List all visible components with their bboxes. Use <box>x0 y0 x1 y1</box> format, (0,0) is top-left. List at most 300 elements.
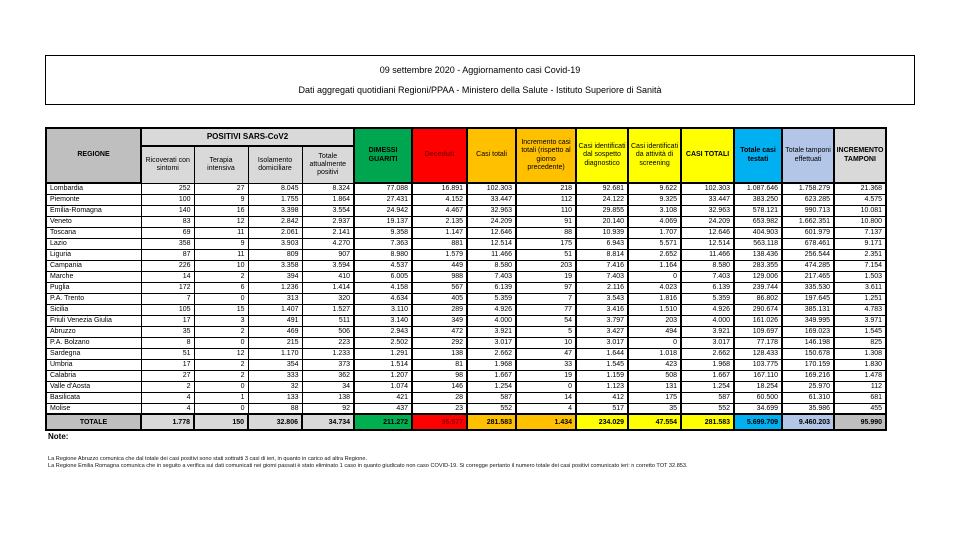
value-cell: 1.758.279 <box>782 183 834 194</box>
value-cell: 4 <box>141 392 194 403</box>
value-cell: 2 <box>194 271 248 282</box>
title-box <box>45 55 915 105</box>
value-cell: 9.460.203 <box>782 414 834 430</box>
table-row <box>46 227 886 238</box>
value-cell: 234.029 <box>576 414 628 430</box>
value-cell: 98 <box>412 370 467 381</box>
value-cell: 283.355 <box>734 260 782 271</box>
table-row <box>46 238 886 249</box>
value-cell: 3.971 <box>834 315 886 326</box>
value-cell: 3.110 <box>354 304 412 315</box>
value-cell: 97 <box>516 282 576 293</box>
value-cell: 6.005 <box>354 271 412 282</box>
value-cell: 88 <box>248 403 302 414</box>
value-cell: 256.544 <box>782 249 834 260</box>
value-cell: 4.023 <box>628 282 681 293</box>
value-cell: 825 <box>834 337 886 348</box>
value-cell: 95.990 <box>834 414 886 430</box>
value-cell: 128.433 <box>734 348 782 359</box>
value-cell: 24.209 <box>467 216 516 227</box>
value-cell: 32.963 <box>681 205 734 216</box>
table-row <box>46 304 886 315</box>
value-cell: 423 <box>628 359 681 370</box>
value-cell: 335.530 <box>782 282 834 293</box>
value-cell: 1.545 <box>576 359 628 370</box>
value-cell: 16 <box>194 205 248 216</box>
value-cell: 2.842 <box>248 216 302 227</box>
table-row <box>46 381 886 392</box>
value-cell: 1.123 <box>576 381 628 392</box>
value-cell: 290.674 <box>734 304 782 315</box>
value-cell: 35 <box>628 403 681 414</box>
value-cell: 412 <box>576 392 628 403</box>
region-name: P.A. Trento <box>46 293 141 304</box>
value-cell: 9.325 <box>628 194 681 205</box>
value-cell: 51 <box>141 348 194 359</box>
value-cell: 578.121 <box>734 205 782 216</box>
value-cell: 239.744 <box>734 282 782 293</box>
value-cell: 1.414 <box>302 282 354 293</box>
value-cell: 12 <box>194 348 248 359</box>
value-cell: 1.478 <box>834 370 886 381</box>
value-cell: 313 <box>248 293 302 304</box>
region-name: Puglia <box>46 282 141 293</box>
value-cell: 1.545 <box>834 326 886 337</box>
table-row <box>46 348 886 359</box>
value-cell: 394 <box>248 271 302 282</box>
value-cell: 7.137 <box>834 227 886 238</box>
region-name: Emilia-Romagna <box>46 205 141 216</box>
table-row <box>46 183 886 194</box>
col-header-ricoverati: Ricoverati con sintomi <box>141 146 194 183</box>
value-cell: 1.667 <box>681 370 734 381</box>
value-cell: 4.537 <box>354 260 412 271</box>
value-cell: 24.209 <box>681 216 734 227</box>
value-cell: 1.864 <box>302 194 354 205</box>
page-title: 09 settembre 2020 - Aggiornamento casi Covid-19 <box>379 65 581 76</box>
value-cell: 1.254 <box>467 381 516 392</box>
value-cell: 1.147 <box>412 227 467 238</box>
region-name: Umbria <box>46 359 141 370</box>
value-cell: 20.140 <box>576 216 628 227</box>
value-cell: 289 <box>412 304 467 315</box>
value-cell: 92 <box>302 403 354 414</box>
value-cell: 1.251 <box>834 293 886 304</box>
value-cell: 587 <box>467 392 516 403</box>
value-cell: 1.434 <box>516 414 576 430</box>
value-cell: 3.108 <box>628 205 681 216</box>
value-cell: 138 <box>412 348 467 359</box>
value-cell: 2.116 <box>576 282 628 293</box>
value-cell: 19 <box>516 370 576 381</box>
value-cell: 1.830 <box>834 359 886 370</box>
value-cell: 7.363 <box>354 238 412 249</box>
value-cell: 587 <box>681 392 734 403</box>
value-cell: 25.970 <box>782 381 834 392</box>
value-cell: 2.662 <box>467 348 516 359</box>
region-name: Sicilia <box>46 304 141 315</box>
value-cell: 358 <box>141 238 194 249</box>
region-name: Campania <box>46 260 141 271</box>
covid-data-table <box>45 127 887 431</box>
value-cell: 32.806 <box>248 414 302 430</box>
value-cell: 11.466 <box>467 249 516 260</box>
region-name: Marche <box>46 271 141 282</box>
table-body <box>46 183 886 430</box>
value-cell: 1.308 <box>834 348 886 359</box>
value-cell: 1.662.351 <box>782 216 834 227</box>
value-cell: 4.000 <box>681 315 734 326</box>
value-cell: 2.937 <box>302 216 354 227</box>
value-cell: 2 <box>141 381 194 392</box>
value-cell: 385.131 <box>782 304 834 315</box>
value-cell: 508 <box>628 370 681 381</box>
value-cell: 988 <box>412 271 467 282</box>
value-cell: 81 <box>412 359 467 370</box>
value-cell: 1.074 <box>354 381 412 392</box>
value-cell: 77.088 <box>354 183 412 194</box>
value-cell: 1.968 <box>681 359 734 370</box>
value-cell: 0 <box>194 381 248 392</box>
value-cell: 21.368 <box>834 183 886 194</box>
value-cell: 472 <box>412 326 467 337</box>
value-cell: 421 <box>354 392 412 403</box>
value-cell: 373 <box>302 359 354 370</box>
value-cell: 1.159 <box>576 370 628 381</box>
value-cell: 27.431 <box>354 194 412 205</box>
value-cell: 61.310 <box>782 392 834 403</box>
value-cell: 4.926 <box>681 304 734 315</box>
value-cell: 4.000 <box>467 315 516 326</box>
value-cell: 7.403 <box>467 271 516 282</box>
value-cell: 2.652 <box>628 249 681 260</box>
value-cell: 4.634 <box>354 293 412 304</box>
region-name: P.A. Bolzano <box>46 337 141 348</box>
value-cell: 8.980 <box>354 249 412 260</box>
table-row <box>46 271 886 282</box>
value-cell: 2.502 <box>354 337 412 348</box>
value-cell: 9 <box>194 238 248 249</box>
value-cell: 3.611 <box>834 282 886 293</box>
col-header-incremento-tamponi: INCREMENTO TAMPONI <box>834 128 886 183</box>
value-cell: 161.026 <box>734 315 782 326</box>
value-cell: 1.207 <box>354 370 412 381</box>
value-cell: 623.285 <box>782 194 834 205</box>
value-cell: 678.461 <box>782 238 834 249</box>
value-cell: 29.855 <box>576 205 628 216</box>
region-name: Lazio <box>46 238 141 249</box>
value-cell: 8.814 <box>576 249 628 260</box>
value-cell: 3.017 <box>467 337 516 348</box>
value-cell: 1.514 <box>354 359 412 370</box>
value-cell: 3 <box>194 315 248 326</box>
value-cell: 102.303 <box>681 183 734 194</box>
col-header-casi-totali-caps: CASI TOTALI <box>681 128 734 183</box>
value-cell: 5 <box>516 326 576 337</box>
value-cell: 5.571 <box>628 238 681 249</box>
region-name: Lombardia <box>46 183 141 194</box>
value-cell: 133 <box>248 392 302 403</box>
value-cell: 601.979 <box>782 227 834 238</box>
value-cell: 4.069 <box>628 216 681 227</box>
value-cell: 1.667 <box>467 370 516 381</box>
value-cell: 138 <box>302 392 354 403</box>
value-cell: 1.707 <box>628 227 681 238</box>
value-cell: 404.903 <box>734 227 782 238</box>
value-cell: 506 <box>302 326 354 337</box>
value-cell: 4.467 <box>412 205 467 216</box>
value-cell: 100 <box>141 194 194 205</box>
total-label: TOTALE <box>46 414 141 430</box>
col-header-terapia-intensiva: Terapia intensiva <box>194 146 248 183</box>
region-name: Veneto <box>46 216 141 227</box>
value-cell: 131 <box>628 381 681 392</box>
value-cell: 437 <box>354 403 412 414</box>
value-cell: 77.178 <box>734 337 782 348</box>
region-name: Liguria <box>46 249 141 260</box>
value-cell: 8.580 <box>467 260 516 271</box>
value-cell: 92.681 <box>576 183 628 194</box>
value-cell: 3.921 <box>681 326 734 337</box>
value-cell: 4.783 <box>834 304 886 315</box>
value-cell: 6.139 <box>681 282 734 293</box>
value-cell: 907 <box>302 249 354 260</box>
value-cell: 33.447 <box>681 194 734 205</box>
value-cell: 170.159 <box>782 359 834 370</box>
value-cell: 18.254 <box>734 381 782 392</box>
value-cell: 10.939 <box>576 227 628 238</box>
value-cell: 10.800 <box>834 216 886 227</box>
value-cell: 349.995 <box>782 315 834 326</box>
value-cell: 1.407 <box>248 304 302 315</box>
value-cell: 567 <box>412 282 467 293</box>
value-cell: 0 <box>516 381 576 392</box>
value-cell: 0 <box>194 403 248 414</box>
value-cell: 0 <box>628 271 681 282</box>
value-cell: 2.141 <box>302 227 354 238</box>
value-cell: 252 <box>141 183 194 194</box>
value-cell: 86.802 <box>734 293 782 304</box>
region-name: Sardegna <box>46 348 141 359</box>
col-header-casi-totali: Casi totali <box>467 128 516 183</box>
region-name: Molise <box>46 403 141 414</box>
value-cell: 60.500 <box>734 392 782 403</box>
value-cell: 175 <box>516 238 576 249</box>
region-name: Toscana <box>46 227 141 238</box>
notes-label: Note: <box>48 432 69 441</box>
value-cell: 4.575 <box>834 194 886 205</box>
value-cell: 28 <box>412 392 467 403</box>
value-cell: 3.594 <box>302 260 354 271</box>
value-cell: 6 <box>194 282 248 293</box>
region-name: Friuli Venezia Giulia <box>46 315 141 326</box>
value-cell: 3.427 <box>576 326 628 337</box>
value-cell: 112 <box>516 194 576 205</box>
value-cell: 146 <box>412 381 467 392</box>
table-row <box>46 326 886 337</box>
region-name: Calabria <box>46 370 141 381</box>
table-row <box>46 370 886 381</box>
value-cell: 197.645 <box>782 293 834 304</box>
value-cell: 146.198 <box>782 337 834 348</box>
page-subtitle: Dati aggregati quotidiani Regioni/PPAA - Ministero della Salute - Istituto Superiore di Sanità <box>298 84 662 95</box>
value-cell: 362 <box>302 370 354 381</box>
value-cell: 9 <box>194 194 248 205</box>
value-cell: 129.006 <box>734 271 782 282</box>
region-name: Basilicata <box>46 392 141 403</box>
value-cell: 8.580 <box>681 260 734 271</box>
value-cell: 563.118 <box>734 238 782 249</box>
value-cell: 1.236 <box>248 282 302 293</box>
value-cell: 3.543 <box>576 293 628 304</box>
col-header-isolamento: Isolamento domiciliare <box>248 146 302 183</box>
value-cell: 140 <box>141 205 194 216</box>
value-cell: 215 <box>248 337 302 348</box>
table-row <box>46 337 886 348</box>
value-cell: 110 <box>516 205 576 216</box>
col-header-incremento-casi: Incremento casi totali (rispetto al giorno precedente) <box>516 128 576 183</box>
table-row <box>46 359 886 370</box>
value-cell: 9.358 <box>354 227 412 238</box>
value-cell: 24.942 <box>354 205 412 216</box>
value-cell: 281.583 <box>681 414 734 430</box>
value-cell: 0 <box>628 337 681 348</box>
value-cell: 2.061 <box>248 227 302 238</box>
value-cell: 7.154 <box>834 260 886 271</box>
value-cell: 517 <box>576 403 628 414</box>
value-cell: 449 <box>412 260 467 271</box>
value-cell: 1.254 <box>681 381 734 392</box>
value-cell: 91 <box>516 216 576 227</box>
table-row <box>46 392 886 403</box>
value-cell: 105 <box>141 304 194 315</box>
value-cell: 333 <box>248 370 302 381</box>
col-header-dimessi-guariti: DIMESSI GUARITI <box>354 128 412 183</box>
value-cell: 410 <box>302 271 354 282</box>
value-cell: 491 <box>248 315 302 326</box>
value-cell: 1.233 <box>302 348 354 359</box>
table-row <box>46 260 886 271</box>
value-cell: 3.017 <box>576 337 628 348</box>
value-cell: 5.699.709 <box>734 414 782 430</box>
value-cell: 47.554 <box>628 414 681 430</box>
value-cell: 169.216 <box>782 370 834 381</box>
value-cell: 1.527 <box>302 304 354 315</box>
value-cell: 15 <box>194 304 248 315</box>
value-cell: 7.403 <box>681 271 734 282</box>
value-cell: 12 <box>194 216 248 227</box>
value-cell: 172 <box>141 282 194 293</box>
value-cell: 5.359 <box>467 293 516 304</box>
value-cell: 32.963 <box>467 205 516 216</box>
value-cell: 19.137 <box>354 216 412 227</box>
value-cell: 881 <box>412 238 467 249</box>
value-cell: 32 <box>248 381 302 392</box>
value-cell: 7.403 <box>576 271 628 282</box>
value-cell: 138.436 <box>734 249 782 260</box>
value-cell: 2.135 <box>412 216 467 227</box>
value-cell: 3.398 <box>248 205 302 216</box>
value-cell: 83 <box>141 216 194 227</box>
value-cell: 8 <box>141 337 194 348</box>
value-cell: 33 <box>516 359 576 370</box>
value-cell: 4 <box>516 403 576 414</box>
value-cell: 33.447 <box>467 194 516 205</box>
value-cell: 474.285 <box>782 260 834 271</box>
value-cell: 1.087.646 <box>734 183 782 194</box>
value-cell: 4.270 <box>302 238 354 249</box>
value-cell: 218 <box>516 183 576 194</box>
value-cell: 320 <box>302 293 354 304</box>
note-line-abruzzo: La Regione Abruzzo comunica che dal totale dei casi positivi sono stati sottratti 3 casi di ieri, in quanto in carico ad altra Regione. <box>48 456 368 462</box>
value-cell: 1.968 <box>467 359 516 370</box>
value-cell: 1.018 <box>628 348 681 359</box>
value-cell: 3.921 <box>467 326 516 337</box>
value-cell: 11.466 <box>681 249 734 260</box>
value-cell: 223 <box>302 337 354 348</box>
value-cell: 34 <box>302 381 354 392</box>
col-header-screening: Casi identificati da attività di screening <box>628 128 681 183</box>
table-row <box>46 403 886 414</box>
value-cell: 3.416 <box>576 304 628 315</box>
value-cell: 1.755 <box>248 194 302 205</box>
col-header-tamponi: Totale tamponi effettuati <box>782 128 834 183</box>
value-cell: 112 <box>834 381 886 392</box>
value-cell: 23 <box>412 403 467 414</box>
value-cell: 2 <box>194 326 248 337</box>
value-cell: 2.351 <box>834 249 886 260</box>
value-cell: 2.943 <box>354 326 412 337</box>
value-cell: 6.139 <box>467 282 516 293</box>
value-cell: 1.579 <box>412 249 467 260</box>
value-cell: 11 <box>194 249 248 260</box>
value-cell: 7.416 <box>576 260 628 271</box>
value-cell: 203 <box>516 260 576 271</box>
value-cell: 35.986 <box>782 403 834 414</box>
value-cell: 47 <box>516 348 576 359</box>
value-cell: 12.514 <box>467 238 516 249</box>
value-cell: 16.891 <box>412 183 467 194</box>
value-cell: 167.110 <box>734 370 782 381</box>
value-cell: 1.170 <box>248 348 302 359</box>
note-line-emilia-romagna: La Regione Emilia Romagna comunica che in seguito a verifica sui dati comunicati nei giorni passati è stato eliminato 1 caso in quanto giudicato non caso COVID-19. Si corregge pertanto il numero totale dei casi positivi comunicato ieri: n corretto TOT 32.853. <box>48 463 688 469</box>
value-cell: 9.171 <box>834 238 886 249</box>
value-cell: 24.122 <box>576 194 628 205</box>
value-cell: 217.465 <box>782 271 834 282</box>
value-cell: 169.023 <box>782 326 834 337</box>
value-cell: 14 <box>141 271 194 282</box>
value-cell: 12.646 <box>467 227 516 238</box>
value-cell: 226 <box>141 260 194 271</box>
total-row <box>46 414 886 430</box>
value-cell: 69 <box>141 227 194 238</box>
value-cell: 203 <box>628 315 681 326</box>
value-cell: 405 <box>412 293 467 304</box>
value-cell: 809 <box>248 249 302 260</box>
value-cell: 3.358 <box>248 260 302 271</box>
value-cell: 51 <box>516 249 576 260</box>
table-row <box>46 282 886 293</box>
value-cell: 455 <box>834 403 886 414</box>
table-row <box>46 315 886 326</box>
value-cell: 12.646 <box>681 227 734 238</box>
region-name: Valle d'Aosta <box>46 381 141 392</box>
value-cell: 494 <box>628 326 681 337</box>
value-cell: 150 <box>194 414 248 430</box>
value-cell: 14 <box>516 392 576 403</box>
value-cell: 0 <box>194 337 248 348</box>
value-cell: 6.943 <box>576 238 628 249</box>
